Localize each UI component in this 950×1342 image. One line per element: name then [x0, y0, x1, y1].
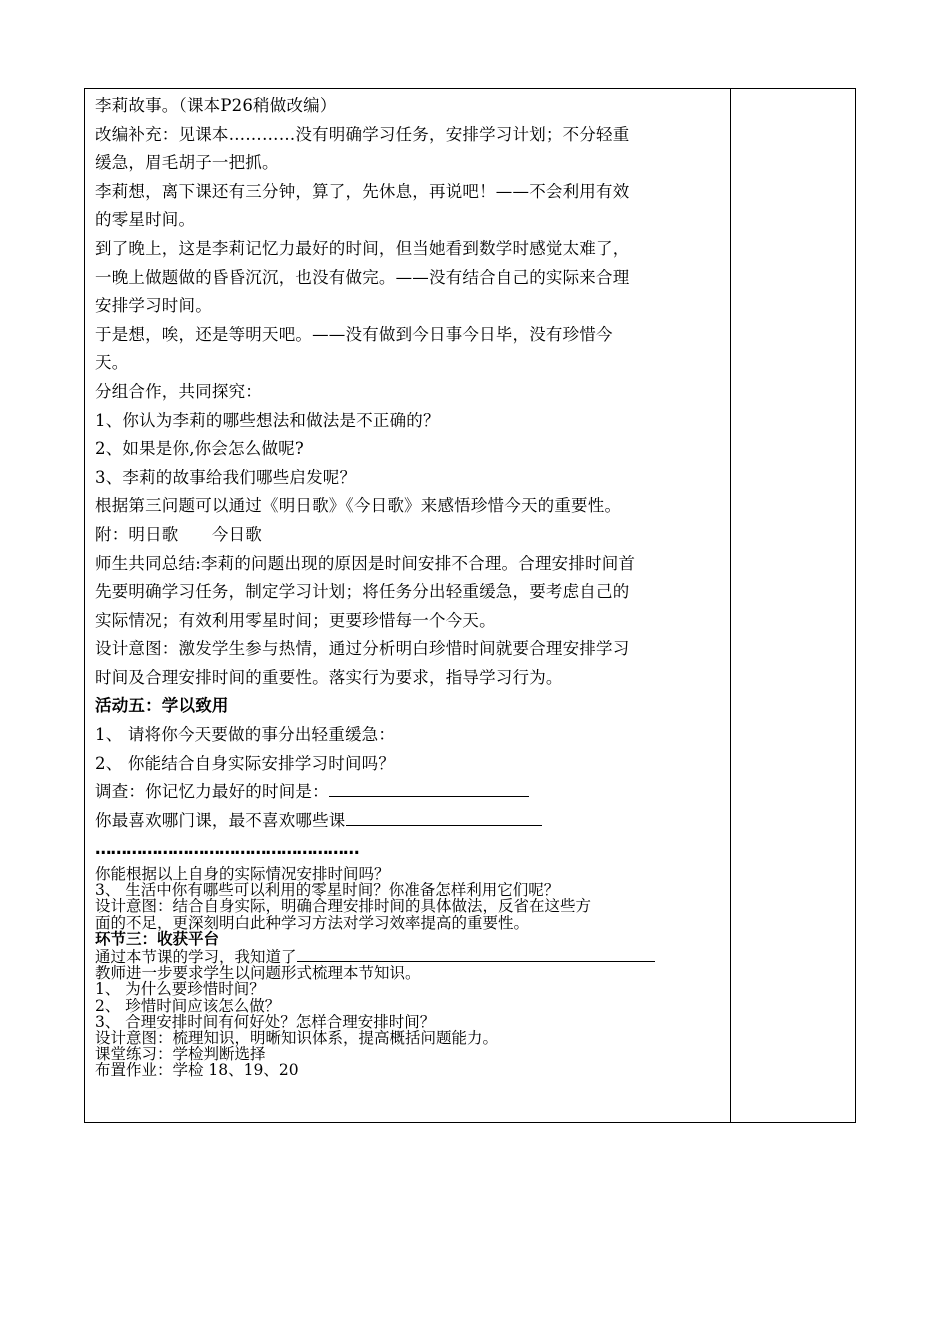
text-line: 实际情况；有效利用零星时间；更要珍惜每一个今天。 — [95, 610, 496, 630]
text-line: 于是想，唉，还是等明天吧。——没有做到今日事今日毕，没有珍惜今 — [95, 324, 613, 344]
text-line: 李莉故事。（课本P26稍做改编） — [95, 96, 337, 115]
text-line: 你能根据以上自身的实际情况安排时间吗？ — [95, 865, 390, 884]
text-line: 缓急，眉毛胡子一把抓。 — [95, 153, 279, 173]
text-line: 1、 为什么要珍惜时间？ — [95, 980, 265, 999]
answer-blank — [346, 809, 542, 826]
text-line: 李莉想，离下课还有三分钟，算了，先休息，再说吧！——不会利用有效 — [95, 181, 630, 201]
activity-item: 2、 你能结合自身实际安排学习时间吗？ — [95, 753, 396, 773]
text-line: 改编补充：见课本…………没有明确学习任务，安排学习计划；不分轻重 — [95, 124, 630, 144]
harvest-line — [95, 947, 720, 965]
text-line: 根据第三问题可以通过《明日歌》《今日歌》来感悟珍惜今天的重要性。 — [95, 496, 622, 516]
survey-question: 你最喜欢哪门课，最不喜欢哪些课 — [95, 810, 346, 830]
text-line: 设计意图：梳理知识，明晰知识体系，提高概括问题能力。 — [95, 1029, 499, 1048]
text-line: 先要明确学习任务，制定学习计划；将任务分出轻重缓急，要考虑自己的 — [95, 582, 630, 602]
harvest-prompt: 通过本节课的学习，我知道了 — [95, 948, 297, 967]
text-line: 天。 — [95, 353, 129, 373]
survey-line — [95, 807, 720, 836]
section-three-heading: 环节三：收获平台 — [95, 929, 220, 948]
text-line: 时间及合理安排时间的重要性。落实行为要求，指导学习行为。 — [95, 667, 563, 687]
text-line: 2、如果是你,你会怎么做呢? — [95, 439, 304, 459]
answer-blank — [329, 780, 529, 797]
activity-five-heading: 活动五：学以致用 — [95, 696, 229, 716]
text-line: 3、 生活中你有哪些可以利用的零星时间？你准备怎样利用它们呢？ — [95, 881, 560, 900]
text-line: 课堂练习：学检判断选择 — [95, 1045, 266, 1064]
text-line: 3、 合理安排时间有何好处？怎样合理安排时间？ — [95, 1012, 436, 1031]
text-line: 分组合作，共同探究： — [95, 381, 262, 401]
text-line: 面的不足，更深刻明白此种学习方法对学习效率提高的重要性。 — [95, 913, 530, 932]
column-divider — [730, 89, 731, 1122]
lesson-content — [95, 92, 720, 1079]
text-line: 一晚上做题做的昏昏沉沉，也没有做完。——没有结合自己的实际来合理 — [95, 267, 630, 287]
text-line: 1、你认为李莉的哪些想法和做法是不正确的？ — [95, 410, 440, 430]
text-line: 安排学习时间。 — [95, 296, 212, 316]
text-line: 的零星时间。 — [95, 210, 196, 230]
activity-item: 1、 请将你今天要做的事分出轻重缓急： — [95, 725, 396, 745]
text-line: 附：明日歌 今日歌 — [95, 524, 262, 544]
text-line: 2、 珍惜时间应该怎么做？ — [95, 996, 281, 1015]
survey-line — [95, 778, 720, 807]
text-line: 设计意图：激发学生参与热情，通过分析明白珍惜时间就要合理安排学习 — [95, 639, 630, 659]
dots-line: …………………………………………… — [95, 839, 359, 859]
lesson-table — [84, 88, 856, 1123]
text-line: 布置作业：学检 18、19、20 — [95, 1061, 299, 1080]
text-line: 教师进一步要求学生以问题形式梳理本节知识。 — [95, 964, 421, 983]
text-line: 设计意图：结合自身实际，明确合理安排时间的具体做法，反省在这些方 — [95, 897, 592, 916]
survey-question: 调查：你记忆力最好的时间是： — [95, 782, 329, 802]
text-line: 到了晚上，这是李莉记忆力最好的时间，但当她看到数学时感觉太难了， — [95, 238, 630, 258]
answer-blank — [297, 947, 655, 962]
text-line: 3、李莉的故事给我们哪些启发呢？ — [95, 467, 357, 487]
text-line: 师生共同总结:李莉的问题出现的原因是时间安排不合理。合理安排时间首 — [95, 553, 636, 573]
